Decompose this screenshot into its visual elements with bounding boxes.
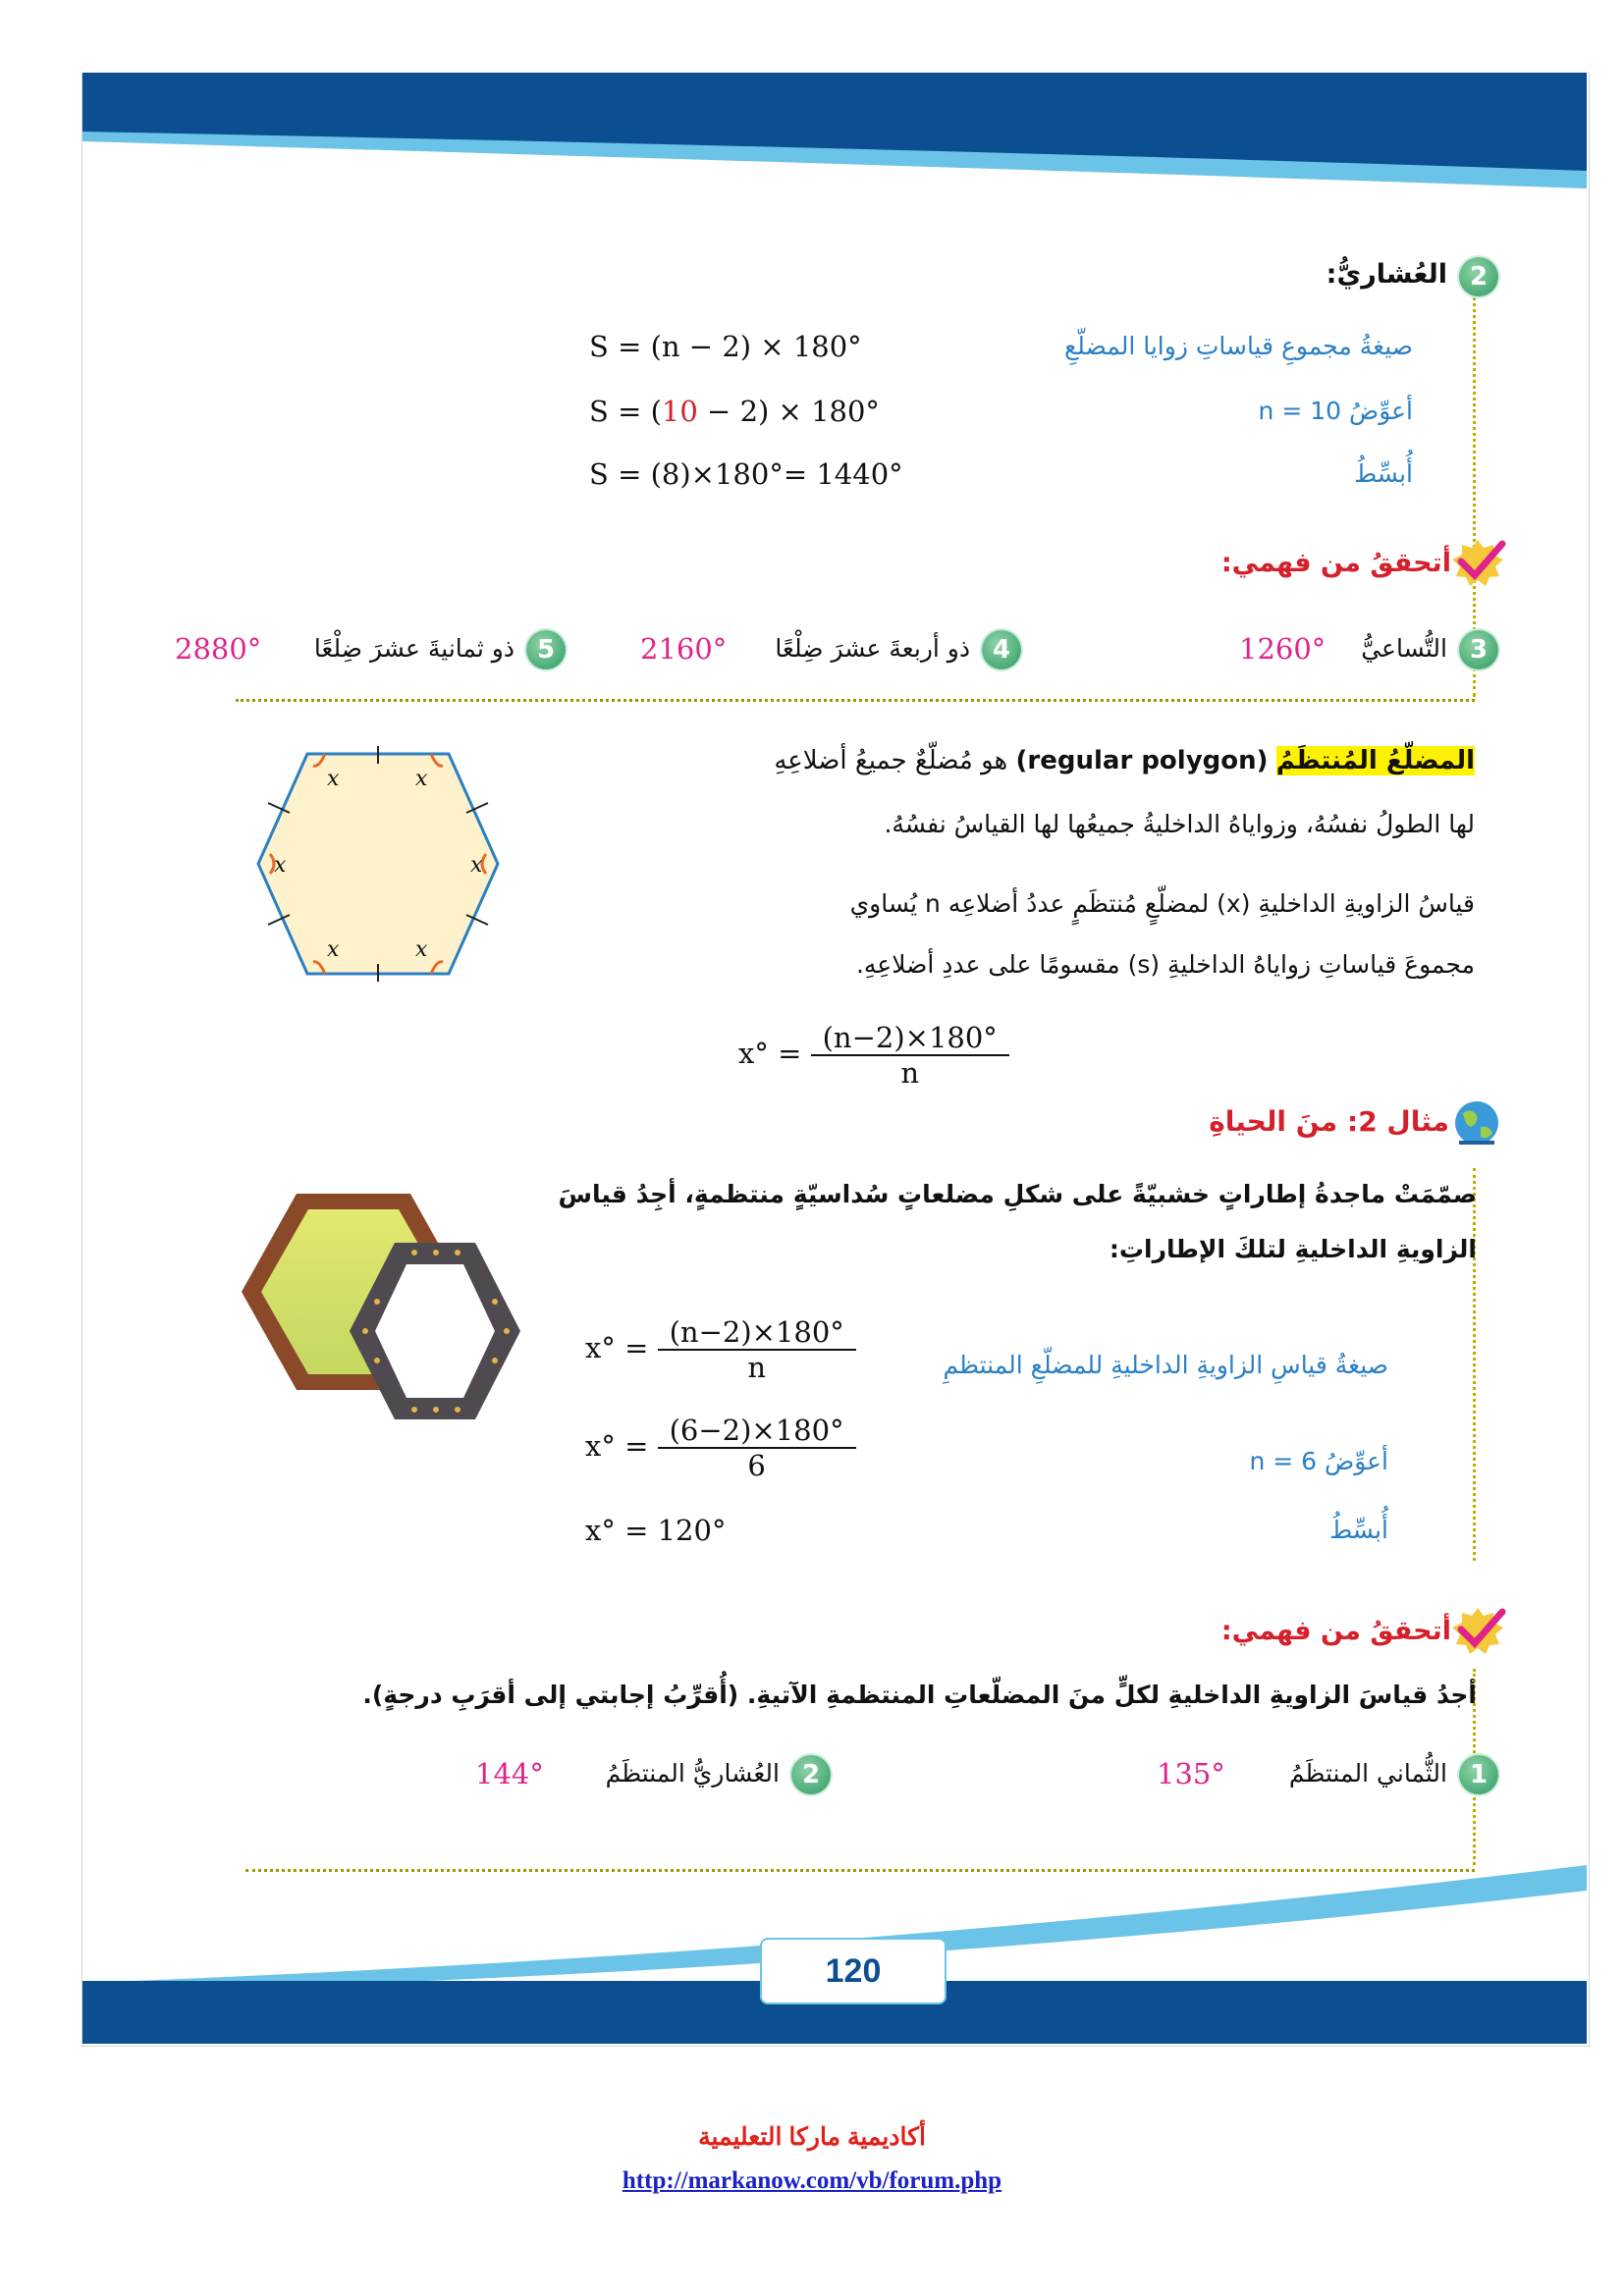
- item-number-badge: 3: [1459, 630, 1498, 669]
- checkmark-badge-icon: [1449, 1606, 1506, 1655]
- formula-description: صيغةُ قياسِ الزاويةِ الداخليةِ للمضلّعِ المنتظمِ: [943, 1351, 1388, 1379]
- definition-line: [774, 746, 1475, 775]
- formula-line: S = (n − 2) × 180°: [589, 330, 862, 363]
- angle-label-x: x: [327, 937, 340, 962]
- hexagon-frames-image: [228, 1174, 542, 1468]
- checkmark-badge-icon: [1449, 538, 1506, 587]
- definition-text: هو مُضلّعٌ جميعُ أضلاعِهِ: [774, 746, 1008, 775]
- exercise-label: ذو ثمانيةَ عشرَ ضِلْعًا: [313, 634, 514, 663]
- margin-dotted-line: [1473, 1168, 1476, 1561]
- exercise-label: التُّساعيُّ: [1361, 634, 1447, 663]
- definition-term-en: (regular polygon): [1015, 746, 1269, 775]
- definition-line: لها الطولُ نفسُهُ، وزواياهُ الداخليةُ جميعُها لها القياسُ نفسُهُ.: [884, 810, 1475, 838]
- interior-angle-formula: x° = $\frac{(n-2)\times 180^\circ}{n}$: [738, 1021, 1009, 1090]
- item-number-badge: 2: [1459, 257, 1498, 296]
- angle-label-x: x: [327, 767, 340, 791]
- item-number-badge: 4: [982, 630, 1021, 669]
- footer-academy-name: أكاديمية ماركا التعليمية: [698, 2123, 926, 2151]
- formula-line: x° = 120°: [585, 1514, 727, 1547]
- section-divider: [236, 699, 1475, 702]
- example-text: الزاويةِ الداخليةِ لتلكَ الإطاراتِ:: [1109, 1235, 1477, 1263]
- exercise-label: الثُّماني المنتظَمُ: [1288, 1759, 1447, 1788]
- formula-description: أعوِّضُ n = 6: [1249, 1447, 1388, 1475]
- formula-line: S = (8)×180°= 1440°: [589, 457, 903, 491]
- formula-description: أُبسِّطُ: [1354, 459, 1413, 488]
- definition-line: قياسُ الزاويةِ الداخليةِ (x) لمضلّعٍ مُنتظَمٍ عددُ أضلاعِه n يُساوي: [849, 889, 1475, 918]
- check-understanding-title: أتحققُ من فهمي:: [1220, 1616, 1451, 1646]
- exercise-answer: 2160°: [640, 632, 728, 666]
- item-number-badge: 2: [791, 1755, 831, 1794]
- header-band: [82, 73, 1587, 190]
- definition-line: مجموعَ قياساتِ زواياهُ الداخليةِ (s) مقسومًا على عددِ أضلاعِهِ.: [855, 950, 1475, 979]
- exercise-instruction: أجدُ قياسَ الزاويةِ الداخليةِ لكلٍّ منَ المضلّعاتِ المنتظمةِ الآتيةِ. (أُقرِّبُ إجابتي إلى أقرَبِ درجةٍ).: [362, 1681, 1477, 1709]
- definition-term: المضلّعُ المُنتظَمُ: [1275, 746, 1475, 775]
- angle-label-x: x: [415, 767, 428, 791]
- exercise-answer: 144°: [475, 1757, 544, 1790]
- item-number-badge: 1: [1459, 1755, 1498, 1794]
- page-number-box: 120: [760, 1938, 947, 2004]
- exercise-answer: 2880°: [175, 632, 262, 666]
- footer-link[interactable]: http://markanow.com/vb/forum.php: [622, 2167, 1002, 2194]
- regular-hexagon-diagram: [241, 746, 515, 982]
- angle-label-x: x: [415, 937, 428, 962]
- formula-description: أُبسِّطُ: [1329, 1516, 1388, 1544]
- item-number-badge: 5: [526, 630, 566, 669]
- exercise-answer: 135°: [1157, 1757, 1225, 1790]
- globe-icon: [1449, 1097, 1504, 1152]
- formula-line: x° = $\frac{(6-2)\times 180^\circ}{6}$: [585, 1414, 856, 1482]
- formula-line: S = (10 − 2) × 180°: [589, 395, 880, 428]
- angle-label-x: x: [274, 853, 287, 878]
- exercise-answer: 1260°: [1239, 632, 1326, 666]
- formula-line: x° = $\frac{(n-2)\times 180^\circ}{n}$: [585, 1315, 856, 1384]
- substituted-value: 10: [661, 395, 698, 428]
- angle-label-x: x: [470, 853, 483, 878]
- exercise-label: ذو أربعةَ عشرَ ضِلْعًا: [775, 634, 970, 663]
- formula-description: صيغةُ مجموعِ قياساتِ زوايا المضلّعِ: [1064, 332, 1413, 360]
- example-text: صمّمَتْ ماجدةُ إطاراتٍ خشبيّةً على شكلِ مضلعاتٍ سُداسيّةٍ منتظمةٍ، أجِدُ قياسَ: [558, 1180, 1477, 1208]
- exercise-label: العُشاريُّ المنتظَمُ: [605, 1759, 780, 1788]
- formula-description: أعوِّضُ n = 10: [1258, 397, 1413, 425]
- check-understanding-title: أتحققُ من فهمي:: [1220, 548, 1451, 578]
- example-title: مثال 2: منَ الحياةِ: [1209, 1105, 1449, 1138]
- section-title: العُشاريُّ:: [1326, 259, 1447, 290]
